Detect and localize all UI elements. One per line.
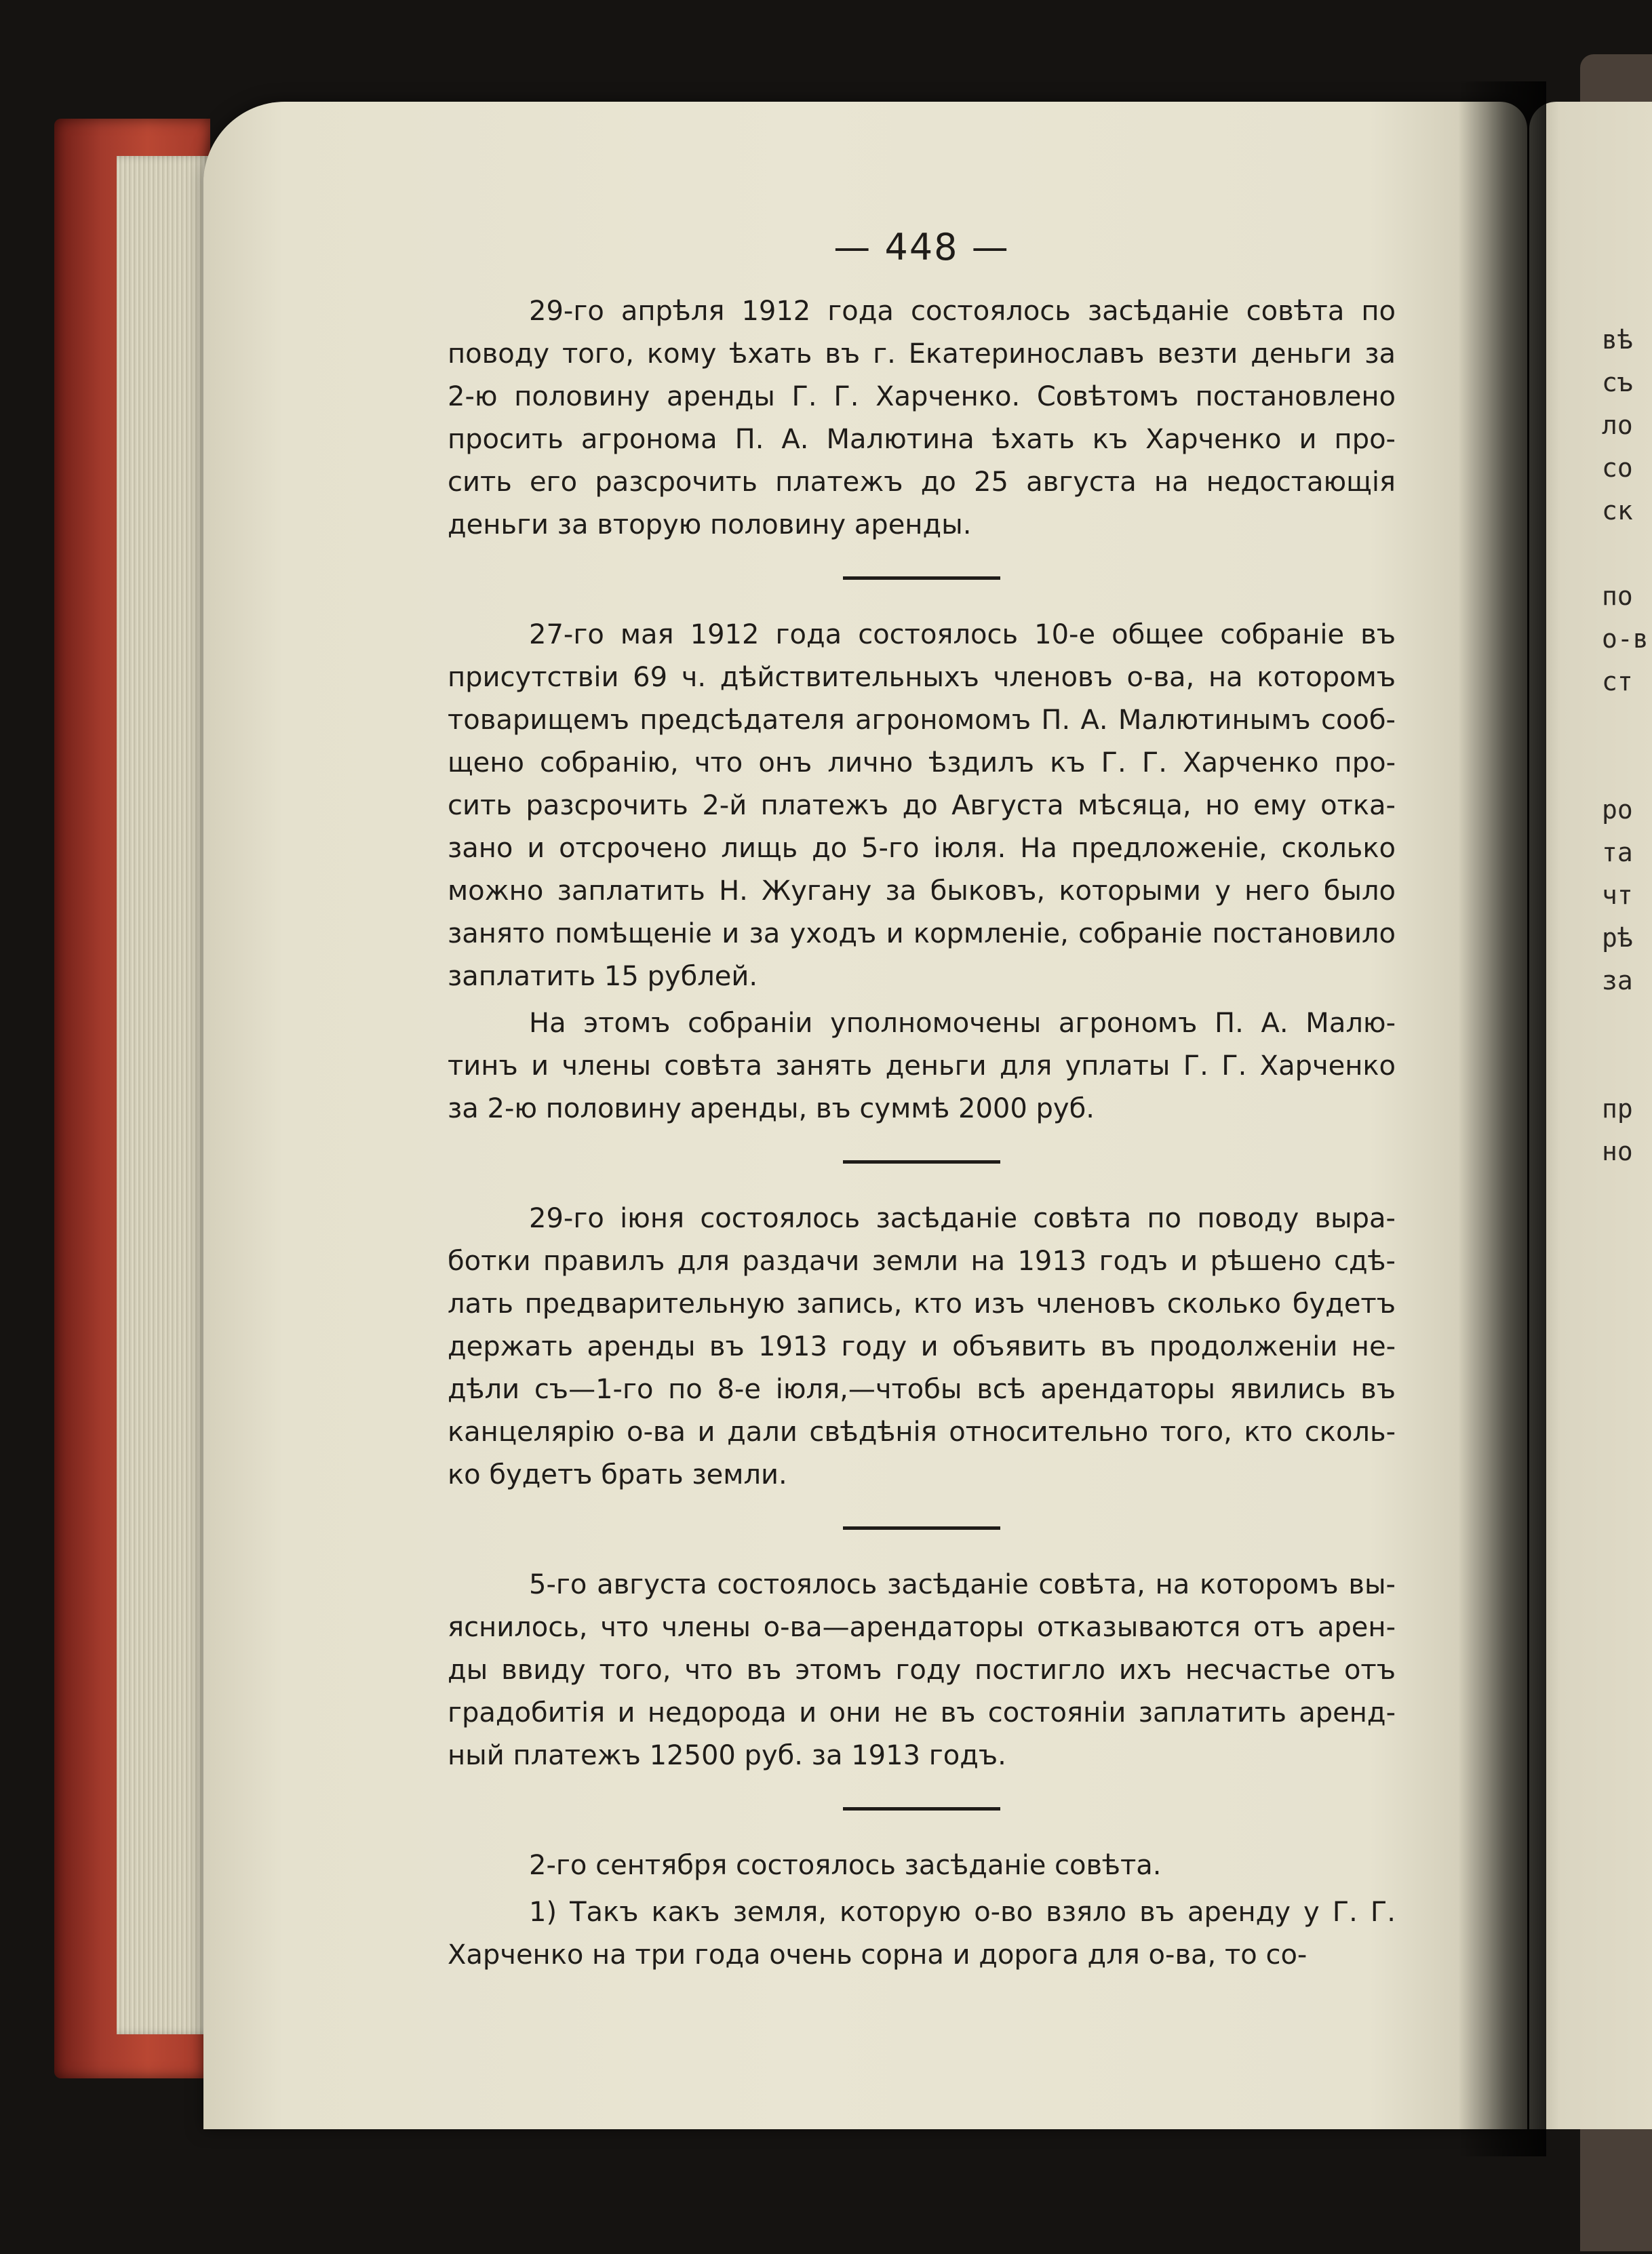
text-line: 2-ю половину аренды Г. Г. Харченко. Совѣтомъ постановлено bbox=[448, 381, 1396, 412]
next-page-fragment: рѣ bbox=[1602, 923, 1633, 953]
text-line: за 2-ю половину аренды, въ суммѣ 2000 руб. bbox=[448, 1093, 1095, 1124]
separator-rule bbox=[843, 576, 1000, 580]
next-page-fragment: со bbox=[1602, 453, 1633, 483]
text-line: сить разсрочить 2-й платежъ до Августа мѣсяца, но ему отка- bbox=[448, 790, 1396, 821]
text-line: держать аренды въ 1913 году и объявить въ продолженіи не- bbox=[448, 1331, 1396, 1362]
text-line: сить его разсрочить платежъ до 25 августа на недостающія bbox=[448, 467, 1396, 498]
text-line: ный платежъ 12500 руб. за 1913 годъ. bbox=[448, 1740, 1006, 1771]
text-line: поводу того, кому ѣхать въ г. Екатеринославъ везти деньги за bbox=[448, 338, 1396, 370]
next-page-fragment: ск bbox=[1602, 496, 1633, 526]
next-page-fragment: ст bbox=[1602, 667, 1633, 696]
next-page-fragment: чт bbox=[1602, 880, 1633, 910]
next-page-fragment: ло bbox=[1602, 410, 1633, 440]
paragraph bbox=[448, 1891, 1396, 1977]
gutter-shadow bbox=[1458, 81, 1546, 2156]
separator-rule bbox=[843, 1526, 1000, 1530]
page-number: — 448 — bbox=[833, 226, 1010, 269]
text-line: просить агронома П. А. Малютина ѣхать къ Харченко и про- bbox=[448, 424, 1396, 455]
paragraph bbox=[448, 290, 1396, 547]
next-page-fragment bbox=[1602, 1002, 1652, 1045]
next-page-fragment: ро bbox=[1602, 795, 1633, 825]
text-line: лать предварительную запись, кто изъ членовъ сколько будетъ bbox=[448, 1288, 1396, 1320]
separator-rule bbox=[843, 1807, 1000, 1811]
text-line: можно заплатить Н. Жугану за быковъ, которыми у него было bbox=[448, 875, 1396, 907]
next-page-fragment: пр bbox=[1602, 1094, 1633, 1124]
text-line: Харченко на три года очень сорна и дорога для о-ва, то со- bbox=[448, 1939, 1307, 1971]
text-line: 5-го августа состоялось засѣданіе совѣта, на которомъ вы- bbox=[529, 1569, 1396, 1600]
paragraph bbox=[448, 1198, 1396, 1497]
next-page-fragment: та bbox=[1602, 837, 1633, 867]
text-line: товарищемъ предсѣдателя агрономомъ П. А. Малютинымъ сооб- bbox=[448, 705, 1396, 736]
text-line: градобитія и недорода и они не въ состояніи заплатить аренд- bbox=[448, 1697, 1396, 1728]
text-line: 27-го мая 1912 года состоялось 10-е общее собраніе въ bbox=[529, 619, 1396, 650]
text-line: ботки правилъ для раздачи земли на 1913 годъ и рѣшено сдѣ- bbox=[448, 1246, 1396, 1277]
text-line: зано и отсрочено лищь до 5-го іюля. На предложеніе, сколько bbox=[448, 833, 1396, 864]
paragraph bbox=[448, 1564, 1396, 1777]
paragraph bbox=[448, 1002, 1396, 1130]
next-page-fragment bbox=[1602, 1045, 1652, 1088]
next-page-fragment: вѣ bbox=[1602, 325, 1633, 355]
next-page-fragment bbox=[1602, 746, 1652, 789]
next-page-fragment: по bbox=[1602, 581, 1633, 611]
next-page-fragment: но bbox=[1602, 1136, 1633, 1166]
text-line: заплатить 15 рублей. bbox=[448, 961, 758, 992]
text-line: 29-го іюня состоялось засѣданіе совѣта по поводу выра- bbox=[529, 1203, 1396, 1234]
text-line: ко будетъ брать земли. bbox=[448, 1459, 787, 1490]
text-line: щено собранію, что онъ лично ѣздилъ къ Г. Г. Харченко про- bbox=[448, 747, 1396, 778]
text-line: ды ввиду того, что въ этомъ году постигло ихъ несчастье отъ bbox=[448, 1655, 1396, 1686]
next-page-fragment bbox=[1602, 532, 1652, 575]
text-line: занято помѣщеніе и за уходъ и кормленіе, собраніе постановило bbox=[448, 918, 1396, 949]
separator-rule bbox=[843, 1160, 1000, 1164]
next-page-text bbox=[1602, 319, 1652, 1173]
text-line: 2-го сентября состоялось засѣданіе совѣта. bbox=[529, 1850, 1162, 1881]
text-line: тинъ и члены совѣта занять деньги для уплаты Г. Г. Харченко bbox=[448, 1050, 1396, 1082]
text-line: 29-го апрѣля 1912 года состоялось засѣданіе совѣта по bbox=[529, 296, 1396, 327]
text-column bbox=[448, 224, 1396, 1977]
paragraph bbox=[448, 614, 1396, 998]
text-line: На этомъ собраніи уполномочены агрономъ П. А. Малю- bbox=[529, 1008, 1396, 1039]
paragraph bbox=[448, 1844, 1396, 1887]
text-line: деньги за вторую половину аренды. bbox=[448, 509, 972, 540]
text-line: дѣли съ—1-го по 8-е іюля,—чтобы всѣ арендаторы явились въ bbox=[448, 1374, 1396, 1405]
text-line: канцелярію о-ва и дали свѣдѣнія относительно того, кто сколь- bbox=[448, 1417, 1396, 1448]
text-line: 1) Такъ какъ земля, которую о-во взяло въ аренду у Г. Г. bbox=[529, 1897, 1396, 1928]
next-page-fragment: за bbox=[1602, 966, 1633, 995]
text-line: яснилось, что члены о-ва—арендаторы отказываются отъ арен- bbox=[448, 1612, 1396, 1643]
text-line: присутствіи 69 ч. дѣйствительныхъ членовъ о-ва, на которомъ bbox=[448, 662, 1396, 693]
next-page-fragment: о-в bbox=[1602, 624, 1649, 654]
next-page-fragment: съ bbox=[1602, 368, 1633, 397]
next-page-fragment bbox=[1602, 703, 1652, 746]
